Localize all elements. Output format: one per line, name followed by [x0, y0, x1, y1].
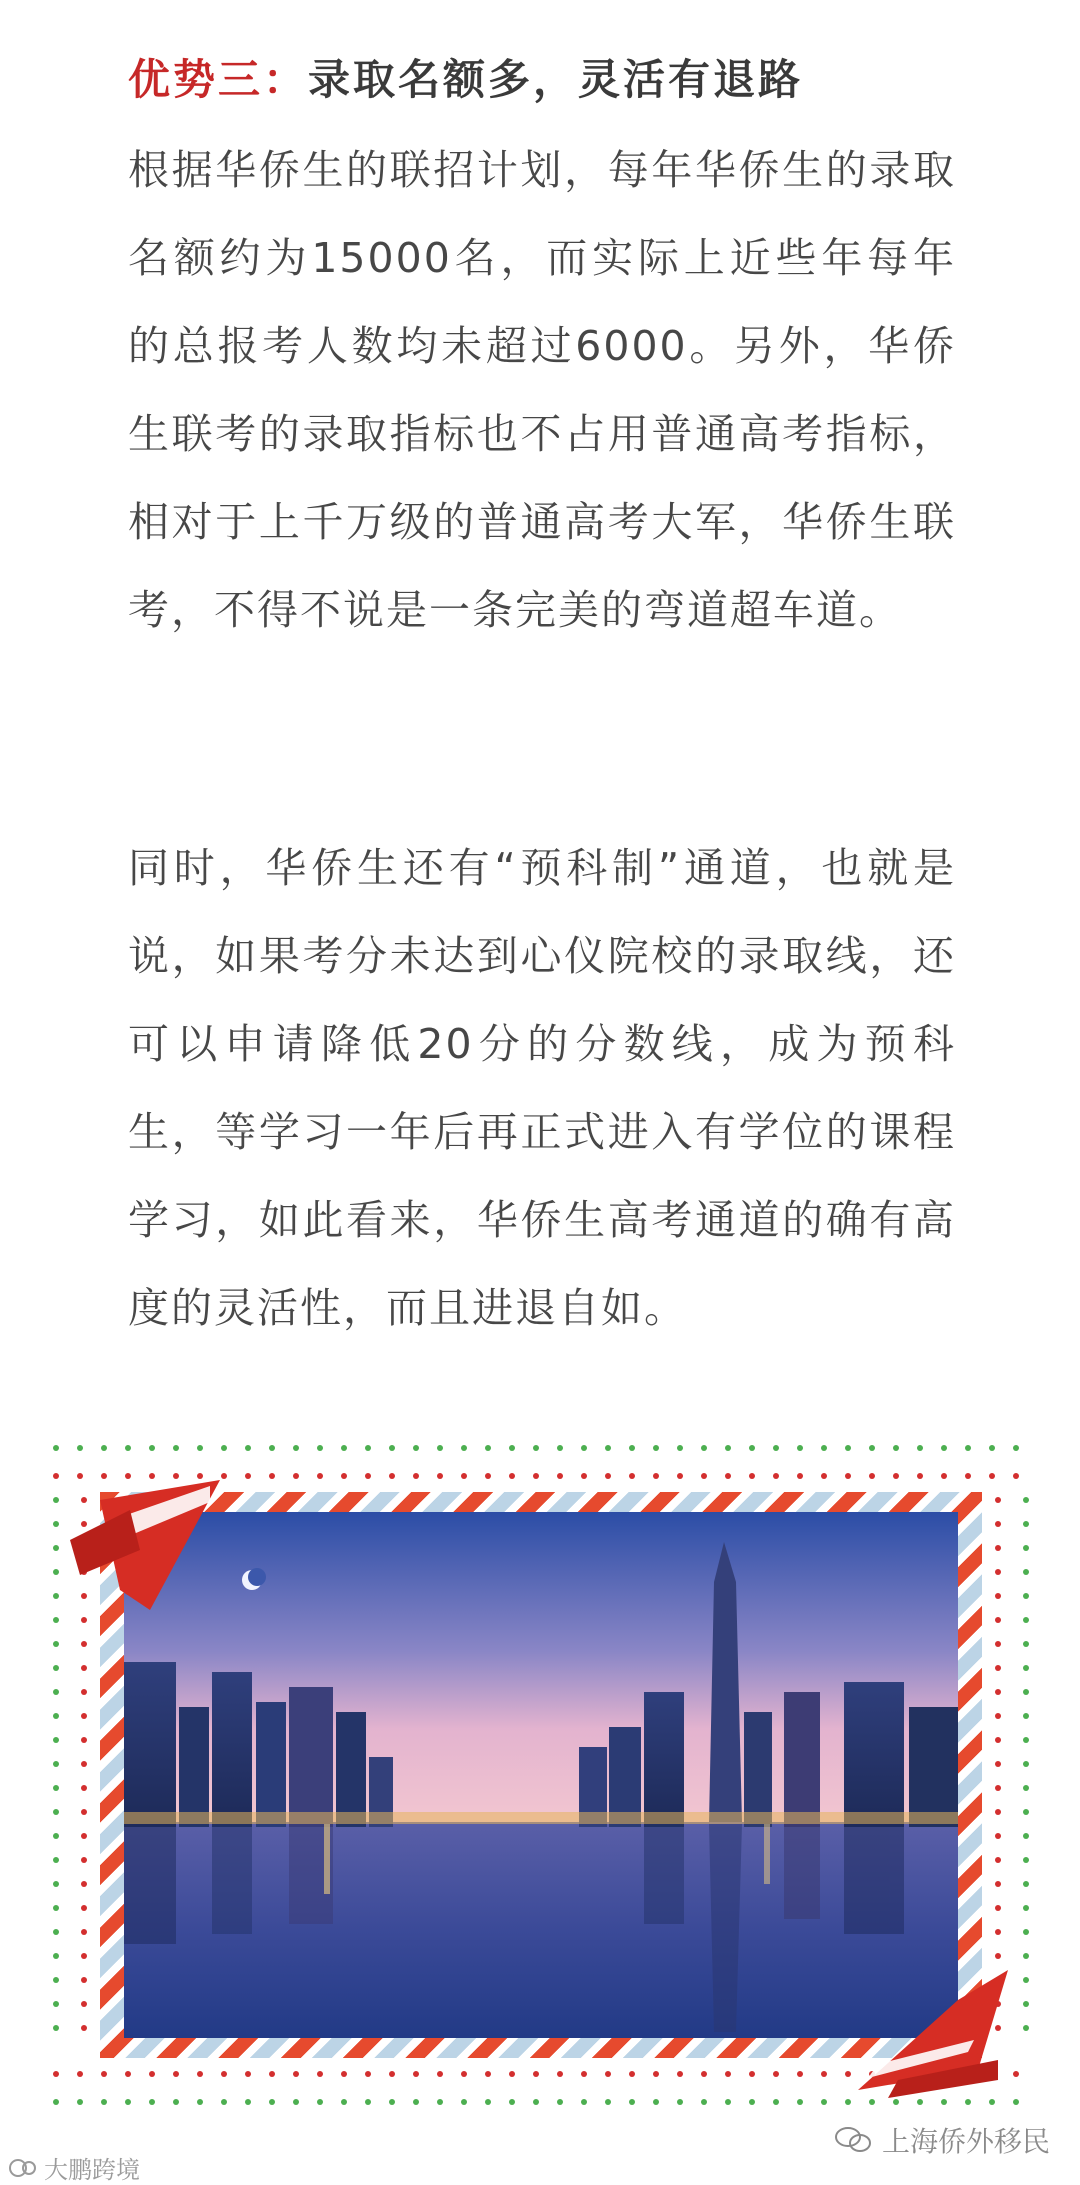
- border-dot: [77, 2099, 83, 2105]
- border-dot: [629, 1445, 635, 1451]
- border-dot: [1023, 1521, 1029, 1527]
- border-dot: [317, 1445, 323, 1451]
- section-heading: [128, 52, 803, 108]
- wechat-icon: [834, 2125, 874, 2155]
- border-dot: [341, 2071, 347, 2077]
- border-dot: [917, 1473, 923, 1479]
- border-dot: [1023, 1665, 1029, 1671]
- border-dot: [53, 2099, 59, 2105]
- border-dot: [995, 1665, 1001, 1671]
- border-dot: [989, 1445, 995, 1451]
- border-dot: [995, 1689, 1001, 1695]
- border-dot: [81, 1881, 87, 1887]
- border-dot: [653, 2099, 659, 2105]
- border-dot: [293, 2071, 299, 2077]
- border-dot: [1023, 1497, 1029, 1503]
- border-dot: [605, 1445, 611, 1451]
- border-dot: [509, 2071, 515, 2077]
- border-dot: [629, 1473, 635, 1479]
- border-dot: [1023, 1905, 1029, 1911]
- border-dot: [965, 1473, 971, 1479]
- border-dot: [125, 1473, 131, 1479]
- border-dot: [677, 2099, 683, 2105]
- border-dot: [53, 1833, 59, 1839]
- border-dot: [413, 2099, 419, 2105]
- border-dot: [81, 1641, 87, 1647]
- border-dot: [725, 1445, 731, 1451]
- border-dot: [341, 1445, 347, 1451]
- border-dot: [101, 1473, 107, 1479]
- border-dot: [797, 1445, 803, 1451]
- border-dot: [605, 2099, 611, 2105]
- border-dot: [81, 1905, 87, 1911]
- border-dot: [125, 2071, 131, 2077]
- border-dot: [995, 1953, 1001, 1959]
- border-dot: [81, 1689, 87, 1695]
- border-dot: [125, 2099, 131, 2105]
- border-dot: [533, 1473, 539, 1479]
- border-dot: [1023, 1641, 1029, 1647]
- border-dot: [797, 2099, 803, 2105]
- border-dot: [1023, 1857, 1029, 1863]
- heading-prefix: 优势三：: [128, 55, 309, 104]
- border-dot: [797, 2071, 803, 2077]
- border-dot: [53, 1497, 59, 1503]
- border-dot: [53, 2001, 59, 2007]
- border-dot: [869, 1445, 875, 1451]
- border-dot: [941, 1473, 947, 1479]
- border-dot: [461, 2099, 467, 2105]
- border-dot: [53, 1569, 59, 1575]
- city-skyline-photo: [124, 1512, 958, 2038]
- border-dot: [389, 1445, 395, 1451]
- border-dot: [317, 2071, 323, 2077]
- border-dot: [149, 2071, 155, 2077]
- border-dot: [893, 1445, 899, 1451]
- border-dot: [77, 1473, 83, 1479]
- border-dot: [53, 1713, 59, 1719]
- border-dot: [81, 1953, 87, 1959]
- border-dot: [81, 2025, 87, 2031]
- border-dot: [701, 1473, 707, 1479]
- border-dot: [581, 2071, 587, 2077]
- border-dot: [995, 1857, 1001, 1863]
- border-dot: [725, 2071, 731, 2077]
- border-dot: [53, 1905, 59, 1911]
- border-dot: [557, 2071, 563, 2077]
- border-dot: [53, 1809, 59, 1815]
- border-dot: [749, 2099, 755, 2105]
- border-dot: [749, 1473, 755, 1479]
- border-dot: [995, 1617, 1001, 1623]
- border-dot: [221, 1445, 227, 1451]
- border-dot: [509, 2099, 515, 2105]
- border-dot: [53, 2071, 59, 2077]
- border-dot: [221, 2071, 227, 2077]
- border-dot: [125, 1445, 131, 1451]
- border-dot: [1023, 1689, 1029, 1695]
- border-dot: [995, 1929, 1001, 1935]
- border-dot: [53, 1689, 59, 1695]
- border-dot: [81, 1761, 87, 1767]
- border-dot: [77, 2071, 83, 2077]
- border-dot: [269, 1445, 275, 1451]
- border-dot: [245, 2099, 251, 2105]
- border-dot: [101, 1445, 107, 1451]
- border-dot: [845, 1445, 851, 1451]
- decorative-photo-frame: [48, 1440, 1034, 2110]
- border-dot: [317, 1473, 323, 1479]
- border-dot: [1023, 1761, 1029, 1767]
- border-dot: [605, 2071, 611, 2077]
- border-dot: [677, 1473, 683, 1479]
- border-dot: [53, 1881, 59, 1887]
- border-dot: [995, 1521, 1001, 1527]
- border-dot: [509, 1445, 515, 1451]
- border-dot: [995, 1641, 1001, 1647]
- border-dot: [437, 1445, 443, 1451]
- border-dot: [81, 1809, 87, 1815]
- border-dot: [53, 2025, 59, 2031]
- border-dot: [1023, 1953, 1029, 1959]
- border-dot: [533, 2071, 539, 2077]
- border-dot: [365, 2071, 371, 2077]
- brand-logo-icon: [8, 2157, 38, 2179]
- border-dot: [995, 1569, 1001, 1575]
- border-dot: [653, 1445, 659, 1451]
- border-dot: [53, 1641, 59, 1647]
- border-dot: [197, 2099, 203, 2105]
- border-dot: [677, 2071, 683, 2077]
- border-dot: [365, 1473, 371, 1479]
- border-dot: [389, 1473, 395, 1479]
- border-dot: [53, 1857, 59, 1863]
- border-dot: [581, 1445, 587, 1451]
- border-dot: [485, 2099, 491, 2105]
- border-dot: [53, 1617, 59, 1623]
- border-dot: [173, 1445, 179, 1451]
- border-dot: [81, 1929, 87, 1935]
- border-dot: [965, 1445, 971, 1451]
- border-dot: [53, 1445, 59, 1451]
- border-dot: [533, 1445, 539, 1451]
- border-dot: [701, 2099, 707, 2105]
- watermark-source: [834, 2120, 1050, 2160]
- border-dot: [53, 1665, 59, 1671]
- border-dot: [53, 1785, 59, 1791]
- watermark-account-name: 上海侨外移民: [881, 2125, 1050, 2158]
- border-dot: [53, 1545, 59, 1551]
- border-dot: [557, 1473, 563, 1479]
- border-dot: [221, 1473, 227, 1479]
- border-dot: [53, 1737, 59, 1743]
- ribbon-top-left-icon: [60, 1480, 230, 1620]
- ribbon-bottom-right-icon: [848, 1960, 1018, 2100]
- border-dot: [869, 1473, 875, 1479]
- border-dot: [995, 1905, 1001, 1911]
- border-dot: [995, 1593, 1001, 1599]
- border-dot: [1023, 1737, 1029, 1743]
- border-dot: [461, 1473, 467, 1479]
- border-dot: [293, 2099, 299, 2105]
- border-dot: [821, 1445, 827, 1451]
- watermark-origin: [8, 2150, 140, 2185]
- border-dot: [1023, 1785, 1029, 1791]
- border-dot: [413, 2071, 419, 2077]
- border-dot: [173, 1473, 179, 1479]
- border-dot: [413, 1445, 419, 1451]
- border-dot: [995, 1545, 1001, 1551]
- border-dot: [365, 2099, 371, 2105]
- border-dot: [581, 1473, 587, 1479]
- border-dot: [197, 1473, 203, 1479]
- border-dot: [197, 2071, 203, 2077]
- border-dot: [317, 2099, 323, 2105]
- border-dot: [1023, 1617, 1029, 1623]
- border-dot: [437, 2099, 443, 2105]
- border-dot: [995, 1761, 1001, 1767]
- border-dot: [81, 1785, 87, 1791]
- border-dot: [389, 2071, 395, 2077]
- border-dot: [725, 1473, 731, 1479]
- border-dot: [653, 2071, 659, 2077]
- paragraph-preparatory-program: 同时，华侨生还有“预科制”通道，也就是说，如果考分未达到心仪院校的录取线，还可以申请降低20分的分数线，成为预科生，等学习一年后再正式进入有学位的课程学习，如此看来，华侨生高考通道的确有高度的灵活性，而且进退自如。: [128, 844, 956, 1332]
- border-dot: [701, 2071, 707, 2077]
- border-dot: [53, 1929, 59, 1935]
- border-dot: [845, 1473, 851, 1479]
- border-dot: [995, 1713, 1001, 1719]
- border-dot: [773, 1473, 779, 1479]
- border-dot: [821, 1473, 827, 1479]
- border-dot: [101, 2071, 107, 2077]
- border-dot: [995, 1497, 1001, 1503]
- border-dot: [485, 1473, 491, 1479]
- border-dot: [77, 1445, 83, 1451]
- border-dot: [81, 1833, 87, 1839]
- border-dot: [1023, 1833, 1029, 1839]
- border-dot: [53, 1953, 59, 1959]
- border-dot: [509, 1473, 515, 1479]
- border-dot: [149, 1473, 155, 1479]
- border-dot: [413, 1473, 419, 1479]
- border-dot: [81, 2001, 87, 2007]
- border-dot: [81, 1665, 87, 1671]
- border-dot: [53, 1521, 59, 1527]
- border-dot: [821, 2099, 827, 2105]
- border-dot: [1023, 2001, 1029, 2007]
- border-dot: [557, 1445, 563, 1451]
- border-dot: [293, 1445, 299, 1451]
- border-dot: [995, 1737, 1001, 1743]
- border-dot: [1023, 1881, 1029, 1887]
- border-dot: [629, 2071, 635, 2077]
- border-dot: [1023, 1809, 1029, 1815]
- border-dot: [989, 1473, 995, 1479]
- border-dot: [749, 1445, 755, 1451]
- border-dot: [149, 1445, 155, 1451]
- border-dot: [173, 2099, 179, 2105]
- border-dot: [533, 2099, 539, 2105]
- border-dot: [245, 2071, 251, 2077]
- border-dot: [81, 1737, 87, 1743]
- border-dot: [995, 1785, 1001, 1791]
- border-dot: [485, 2071, 491, 2077]
- border-dot: [437, 2071, 443, 2077]
- border-dot: [1023, 2025, 1029, 2031]
- border-dot: [173, 2071, 179, 2077]
- border-dot: [197, 1445, 203, 1451]
- border-dot: [1023, 1713, 1029, 1719]
- border-dot: [1023, 1593, 1029, 1599]
- border-dot: [995, 1809, 1001, 1815]
- border-dot: [53, 1977, 59, 1983]
- border-dot: [917, 1445, 923, 1451]
- border-dot: [81, 1977, 87, 1983]
- border-dot: [653, 1473, 659, 1479]
- border-dot: [581, 2099, 587, 2105]
- border-dot: [1023, 1569, 1029, 1575]
- border-dot: [53, 1473, 59, 1479]
- border-dot: [365, 1445, 371, 1451]
- border-dot: [461, 1445, 467, 1451]
- border-dot: [149, 2099, 155, 2105]
- border-dot: [893, 1473, 899, 1479]
- border-dot: [629, 2099, 635, 2105]
- border-dot: [1023, 1545, 1029, 1551]
- border-dot: [81, 1857, 87, 1863]
- border-dot: [1023, 1929, 1029, 1935]
- border-dot: [245, 1445, 251, 1451]
- border-dot: [341, 2099, 347, 2105]
- border-dot: [437, 1473, 443, 1479]
- border-dot: [461, 2071, 467, 2077]
- border-dot: [53, 1761, 59, 1767]
- border-dot: [773, 1445, 779, 1451]
- border-dot: [773, 2071, 779, 2077]
- watermark-brand-name: 大鹏跨境: [44, 2156, 140, 2184]
- border-dot: [701, 1445, 707, 1451]
- border-dot: [797, 1473, 803, 1479]
- border-dot: [81, 1713, 87, 1719]
- border-dot: [269, 1473, 275, 1479]
- border-dot: [725, 2099, 731, 2105]
- border-dot: [773, 2099, 779, 2105]
- border-dot: [293, 1473, 299, 1479]
- border-dot: [1013, 1445, 1019, 1451]
- border-dot: [941, 1445, 947, 1451]
- border-dot: [995, 1881, 1001, 1887]
- border-dot: [1023, 1977, 1029, 1983]
- heading-title: 录取名额多，灵活有退路: [308, 55, 804, 104]
- border-dot: [341, 1473, 347, 1479]
- border-dot: [389, 2099, 395, 2105]
- border-dot: [269, 2071, 275, 2077]
- paragraph-admission-quota: 根据华侨生的联招计划，每年华侨生的录取名额约为15000名，而实际上近些年每年的总报考人数均未超过6000。另外，华侨生联考的录取指标也不占用普通高考指标，相对于上千万级的普通高考大军，华侨生联考，不得不说是一条完美的弯道超车道。: [128, 146, 956, 634]
- border-dot: [557, 2099, 563, 2105]
- border-dot: [221, 2099, 227, 2105]
- border-dot: [749, 2071, 755, 2077]
- border-dot: [53, 1593, 59, 1599]
- border-dot: [101, 2099, 107, 2105]
- border-dot: [269, 2099, 275, 2105]
- border-dot: [1013, 1473, 1019, 1479]
- border-dot: [485, 1445, 491, 1451]
- border-dot: [605, 1473, 611, 1479]
- border-dot: [995, 1833, 1001, 1839]
- border-dot: [245, 1473, 251, 1479]
- border-dot: [677, 1445, 683, 1451]
- border-dot: [821, 2071, 827, 2077]
